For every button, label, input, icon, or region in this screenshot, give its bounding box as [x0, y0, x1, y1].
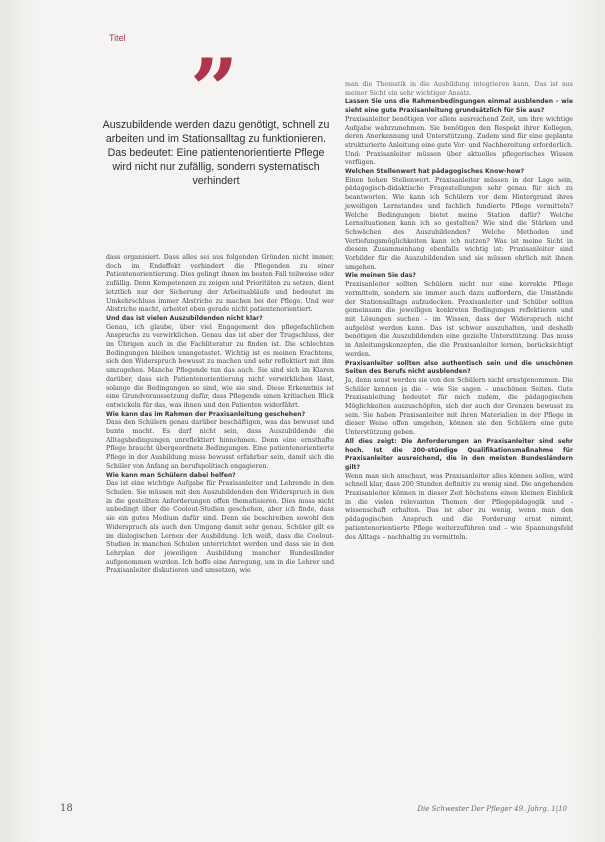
interview-question: Praxisanleiter sollten also authentisch sein und die unschönen Seiten des Berufs nicht ausblenden? — [345, 359, 573, 376]
text-column-left — [106, 254, 334, 576]
text-column-right — [345, 81, 573, 542]
body-paragraph: Praxisanleiter benötigen vor allem ausreichend Zeit, um ihre wichtige Aufgabe wahrzunehmen. Sie benötigen den Respekt ihrer Kollegen, deren Anerkennung und Unterstützung. Zudem sind für eine geplante strukturierte Anleitung eine gute Vor- und Nachbereitung erforderlich. Und: Praxisanleiter müssen über aktuelles pflegerisches Wissen verfügen. — [345, 115, 573, 167]
interview-question: All dies zeigt: Die Anforderungen an Praxisanleiter sind sehr hoch. Ist die 200-stündige Qualifikationsmaßnahme für Praxisanleiter ausreichend, die in den meisten Bundesländern gilt? — [345, 437, 573, 471]
body-paragraph: Genau, ich glaube, über viel Engagement des pflegefachlichen Anspruchs zu verwirklichen. Genau das ist aber der Trugschluss, der im Übrigen auch in die Fachliteratur zu finden ist. Die schlechten Bedingungen bleiben unangetastet. Wichtig ist es meinen Erachtens, sich den Widerspruch bewusst zu machen und sehr reflektiert mit ihm umzugehen. Manche Pflegende tun das auch. Sie sind sich im Klaren darüber, dass sich Patientenorientierung nicht verwirklichen lässt, solange die Bedingungen so sind, wie sie sind. Diese Erkenntnis ist eine Grundvoraussetzung dafür, dass Pflegende einen kritischen Blick entwickeln für das, was ihnen und den Patienten widerfährt. — [106, 323, 334, 409]
section-label: Titel — [109, 33, 126, 43]
body-paragraph: dass organisiert. Dass alles sei aus folgenden Gründen nicht immer, doch im Endeffekt verhindert die Pflegenden zu einer Patientenorientierung. Dies gelingt ihnen im besten Fall teilweise oder zufällig. Denn Kompetenzen zu zeigen und Prioritäten zu setzen, dient letztlich nur der Sicherung der Arbeitsabläufe und bedeutet im Umkehrschluss immer Abstriche zu machen bei der Pflege. Und wer Abstriche macht, arbeitet eben gerade nicht patientenorientiert. — [106, 254, 334, 314]
interview-question: Wie kann das im Rahmen der Praxisanleitung geschehen? — [106, 410, 306, 418]
body-paragraph: man die Thematik in die Ausbildung integrieren kann. Das ist aus meiner Sicht ein sehr wichtiger Ansatz. — [345, 81, 573, 97]
body-paragraph: Das ist eine wichtige Aufgabe für Praxisanleiter und Lehrende in den Schulen. Sie müssen mit den Auszubildenden den Widerspruch in den in die gestellten Anforderungen offen thematisieren. Dies muss nicht unbedingt über die Coolout-Studien geschehen, aber ich finde, dass sie ein gutes Medium dafür sind. Denn sie beschreiben sowohl den Widerspruch als auch den Umgang damit sehr genau. Schüler gilt es im dialogischen Lernen der Ausbildung. Ich weiß, dass die Coolout-Studien in manchen Schulen unterrichtet werden und dass sie in den Lehrplan der jeweiligen Ausbildung mancher Bundesländer aufgenommen wurden. Ich hoffe eine Anregung, um in die Lehrer und Praxisanleiter diskutieren und umsetzen, wie — [106, 480, 334, 575]
quote-mark-icon: ” — [190, 40, 239, 139]
interview-question: Welchen Stellenwert hat pädagogisches Know-how? — [345, 168, 525, 176]
body-paragraph: Dass den Schülern genau darüber beschäftigen, was das bewusst und bunte macht. Es darf nicht sein, dass Auszubildende die Alltagsbedingungen unreflektiert hinnehmen. Denn eine ernsthafte Pflege braucht übergeordnete Bedingungen. Eine patientenorientierte Pflege in der Ausbildung muss bewusst erfahrbar sein, damit sich die Schüler von Anfang an berufspolitisch engagieren. — [106, 419, 334, 470]
journal-footer: Die Schwester Der Pfleger 49. Jahrg. 1|10 — [417, 805, 567, 813]
body-paragraph: Praxisanleiter sollten Schülern nicht nur eine korrekte Pflege vermitteln, sondern sie immer auch dazu auffordern, die Umstände der Stationsalltags aufzudecken. Praxisanleiter und Schüler sollten gemeinsam die jeweiligen konkreten Bedingungen reflektieren und mit Lösungen suchen – im Wissen, dass der Widerspruch nicht aufgelöst werden kann. Das ist schwer auszuhalten, und deshalb benötigen die Auszubildenden eine gezielte Unterstützung. Das muss in Anleitungskonzepten, die die Praxisanleiter lernen, berücksichtigt werden. — [345, 281, 573, 358]
interview-question: Lassen Sie uns die Rahmenbedingungen einmal ausblenden – wie sieht eine gute Praxisanleitung grundsätzlich für Sie aus? — [345, 98, 573, 115]
interview-question: Und das ist vielen Auszubildenden nicht klar? — [106, 314, 263, 322]
page-number: 18 — [60, 803, 73, 814]
pull-quote: Auszubildende werden dazu genötigt, schnell zu arbeiten und im Stationsalltag zu funktionieren. Das bedeutet: Eine patientenorientierte Pflege wird nicht nur zufällig, sondern systematisch verhindert — [102, 119, 330, 187]
body-paragraph: Wenn man sich anschaut, was Praxisanleiter alles können sollen, wird schnell klar, dass 200 Stunden definitiv zu wenig sind. Die angehenden Praxisanleiter können in dieser Zeit höchstens einen kleinen Einblick in die vielen relevanten Themen der Pflegepädagogik und -wissenschaft erhalten. Das ist aber zu wenig, wenn man den pädagogischen Anspruch und die Forderung ernst nimmt, patientenorientierte Pflege weiterzuführen und – wie Spannungsfeld des Alltags – nachhaltig zu vermitteln. — [345, 472, 573, 541]
body-paragraph: Ja, denn sonst werden sie von den Schülern nicht ernstgenommen. Die Schüler kennen ja die – wie Sie sagen – unschönen Seiten. Gute Praxisanleitung bedeutet für mich zudem, die pädagogischen Möglichkeiten auszuschöpfen, sich der auch der Grenzen bewusst zu sein. Sie haben Praxisanleiter mit ihren Materialien in der Pflege in dieser Weise offen umgehen, können sie den Schülern eine gute Unterstützung geben. — [345, 376, 573, 437]
interview-question: Wie meinen Sie das? — [345, 272, 416, 280]
body-paragraph: Einen hohen Stellenwert. Praxisanleiter müssen in der Lage sein, pädagogisch-didaktische Fragestellungen sehr genau für sich zu beantworten. Wie kann ich Schülern vor dem Hintergrund ihres jeweiligen Lernstandes und fachlich fundierte Pflege vermitteln? Welche Bedingungen bietet meine Station dafür? Welche Lernsituationen kann ich so gestalten? Wie sind die Stärken und Schwächen des Auszubildenden? Welche Methoden und Vertiefungsmöglichkeiten kann ich nutzen? Was ist meine Sicht in diesem Zusammenhang ebenfalls wichtig ist: Praxisanleiter sind Vorbilder für die Auszubildenden und sie müssen ehrlich mit ihnen umgehen. — [345, 176, 573, 271]
interview-question: Wie kann man Schülern dabei helfen? — [106, 471, 236, 479]
